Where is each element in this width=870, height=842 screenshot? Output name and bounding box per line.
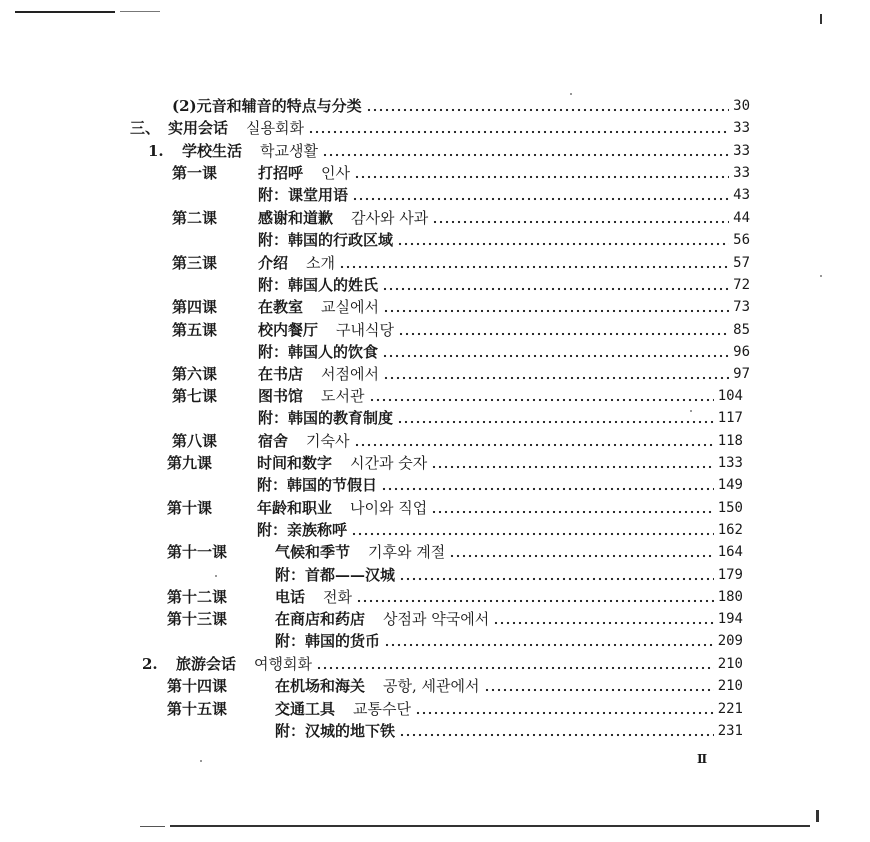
entry-title-korean: 구내식당 bbox=[336, 321, 394, 339]
leader-dots bbox=[316, 653, 714, 675]
entry-title: 附：亲族称呼 bbox=[257, 521, 348, 539]
section-number: 三、 bbox=[130, 119, 161, 137]
page-number: 44 bbox=[733, 210, 750, 226]
leader-dots bbox=[351, 519, 714, 541]
lesson-number: 第一课 bbox=[172, 164, 218, 182]
entry-title-korean: 소개 bbox=[306, 254, 335, 272]
page-number: 57 bbox=[733, 255, 750, 271]
subsection-number: 1. bbox=[148, 142, 164, 160]
page-number: 150 bbox=[717, 500, 743, 516]
scan-speck bbox=[200, 760, 202, 762]
toc-appendix[interactable] bbox=[275, 720, 743, 742]
toc-appendix[interactable] bbox=[258, 341, 750, 363]
leader-dots bbox=[354, 430, 714, 452]
leader-dots bbox=[449, 541, 713, 563]
entry-title-korean: 인사 bbox=[321, 164, 350, 182]
leader-dots bbox=[431, 497, 713, 519]
leader-dots bbox=[484, 675, 714, 697]
page-number: 210 bbox=[717, 656, 743, 672]
entry-title-korean: 서점에서 bbox=[321, 365, 379, 383]
page-number: 149 bbox=[717, 477, 743, 493]
entry-title: 附：课堂用语 bbox=[258, 186, 349, 204]
leader-dots bbox=[382, 274, 729, 296]
page-number: 179 bbox=[717, 567, 743, 583]
page-number: 33 bbox=[733, 120, 750, 136]
lesson-number: 第三课 bbox=[172, 254, 218, 272]
leader-dots bbox=[339, 252, 729, 274]
entry-title-korean: 여행회화 bbox=[254, 655, 312, 673]
page-number: 133 bbox=[717, 455, 743, 471]
entry-title: 电话 bbox=[275, 588, 306, 606]
entry-title: 附：汉城的地下铁 bbox=[275, 722, 396, 740]
leader-dots bbox=[397, 229, 729, 251]
toc-appendix[interactable] bbox=[258, 229, 750, 251]
folio-mark: Ⅱ bbox=[697, 752, 708, 766]
entry-title: 旅游会话 bbox=[176, 655, 237, 673]
leader-dots bbox=[366, 95, 730, 117]
leader-dots bbox=[369, 385, 714, 407]
lesson-number: 第五课 bbox=[172, 321, 218, 339]
entry-title: 校内餐厅 bbox=[258, 321, 319, 339]
leader-dots bbox=[397, 407, 714, 429]
page-number: 104 bbox=[717, 388, 743, 404]
page-number: 96 bbox=[733, 344, 750, 360]
lesson-number: 第十课 bbox=[167, 499, 213, 517]
toc-entry[interactable] bbox=[172, 95, 750, 117]
entry-title: 在机场和海关 bbox=[275, 677, 366, 695]
entry-title-korean: 전화 bbox=[323, 588, 352, 606]
entry-title: 附：首都——汉城 bbox=[275, 566, 396, 584]
toc-lesson[interactable] bbox=[172, 296, 750, 318]
entry-title-korean: 교실에서 bbox=[321, 298, 379, 316]
toc-appendix[interactable] bbox=[257, 519, 743, 541]
lesson-number: 第四课 bbox=[172, 298, 218, 316]
leader-dots bbox=[493, 608, 713, 630]
entry-title-korean: 기후와 계절 bbox=[368, 543, 446, 561]
entry-title: 附：韩国人的姓氏 bbox=[258, 276, 379, 294]
toc-lesson[interactable] bbox=[172, 252, 750, 274]
toc-subsection[interactable] bbox=[148, 140, 750, 162]
page-number: 85 bbox=[733, 322, 750, 338]
page-number: 180 bbox=[717, 589, 743, 605]
toc-section[interactable] bbox=[130, 117, 750, 139]
entry-title-korean: 교통수단 bbox=[353, 700, 411, 718]
page-number: 209 bbox=[717, 633, 743, 649]
leader-dots bbox=[384, 630, 714, 652]
entry-title-korean: 상점과 약국에서 bbox=[383, 610, 490, 628]
entry-title-korean: 나이와 직업 bbox=[350, 499, 428, 517]
leader-dots bbox=[398, 319, 729, 341]
toc-lesson[interactable] bbox=[172, 319, 750, 341]
leader-dots bbox=[415, 698, 714, 720]
lesson-number: 第六课 bbox=[172, 365, 218, 383]
toc-lesson[interactable] bbox=[167, 675, 743, 697]
page-number: 30 bbox=[733, 98, 750, 114]
entry-title-korean: 실용회화 bbox=[246, 119, 304, 137]
subsection-number: 2. bbox=[142, 655, 158, 673]
leader-dots bbox=[382, 341, 729, 363]
page-number: 194 bbox=[717, 611, 743, 627]
toc-lesson[interactable] bbox=[167, 452, 743, 474]
page-number: 221 bbox=[717, 701, 743, 717]
toc-appendix[interactable] bbox=[257, 474, 743, 496]
entry-title: 学校生活 bbox=[182, 142, 243, 160]
lesson-number: 第十四课 bbox=[167, 677, 228, 695]
lesson-number: 第九课 bbox=[167, 454, 213, 472]
entry-title: 打招呼 bbox=[258, 164, 304, 182]
page-number: 56 bbox=[733, 232, 750, 248]
page-number: 210 bbox=[717, 678, 743, 694]
toc-appendix[interactable] bbox=[258, 274, 750, 296]
toc-lesson[interactable] bbox=[172, 385, 743, 407]
lesson-number: 第十二课 bbox=[167, 588, 228, 606]
entry-title: 附：韩国的行政区域 bbox=[258, 231, 394, 249]
entry-title: 年龄和职业 bbox=[257, 499, 333, 517]
lesson-number: 第二课 bbox=[172, 209, 218, 227]
entry-title: (2)元音和辅音的特点与分类 bbox=[172, 97, 362, 115]
entry-title: 图书馆 bbox=[258, 387, 304, 405]
leader-dots bbox=[356, 586, 714, 608]
page-number: 33 bbox=[733, 165, 750, 181]
entry-title-korean: 기숙사 bbox=[306, 432, 350, 450]
scan-speck bbox=[215, 575, 217, 577]
page-number: 73 bbox=[733, 299, 750, 315]
leader-dots bbox=[432, 207, 729, 229]
leader-dots bbox=[322, 140, 729, 162]
entry-title: 实用会话 bbox=[168, 119, 229, 137]
lesson-number: 第十三课 bbox=[167, 610, 228, 628]
toc-appendix[interactable] bbox=[275, 630, 743, 652]
page-number: 164 bbox=[717, 544, 743, 560]
page-number: 117 bbox=[717, 410, 743, 426]
toc-lesson[interactable] bbox=[172, 162, 750, 184]
entry-title-korean: 도서관 bbox=[321, 387, 365, 405]
lesson-number: 第八课 bbox=[172, 432, 218, 450]
lesson-number: 第十五课 bbox=[167, 700, 228, 718]
lesson-number: 第十一课 bbox=[167, 543, 228, 561]
toc-lesson[interactable] bbox=[172, 430, 743, 452]
page-number: 231 bbox=[717, 723, 743, 739]
entry-title-korean: 공항, 세관에서 bbox=[383, 677, 480, 695]
entry-title: 附：韩国的节假日 bbox=[257, 476, 378, 494]
scan-speck bbox=[690, 410, 692, 412]
toc-lesson[interactable] bbox=[167, 608, 743, 630]
toc-subsection[interactable] bbox=[142, 653, 743, 675]
entry-title: 在书店 bbox=[258, 365, 304, 383]
toc-lesson[interactable] bbox=[167, 497, 743, 519]
leader-dots bbox=[354, 162, 729, 184]
entry-title: 介绍 bbox=[258, 254, 289, 272]
toc-lesson[interactable] bbox=[167, 541, 743, 563]
scan-speck bbox=[570, 93, 572, 95]
toc-appendix[interactable] bbox=[258, 184, 750, 206]
toc-lesson[interactable] bbox=[172, 363, 750, 385]
leader-dots bbox=[399, 720, 714, 742]
page-number: 33 bbox=[733, 143, 750, 159]
entry-title: 在教室 bbox=[258, 298, 304, 316]
toc-appendix[interactable] bbox=[258, 407, 743, 429]
page-number: 162 bbox=[717, 522, 743, 538]
entry-title-korean: 시간과 숫자 bbox=[350, 454, 428, 472]
lesson-number: 第七课 bbox=[172, 387, 218, 405]
entry-title: 附：韩国的教育制度 bbox=[258, 409, 394, 427]
leader-dots bbox=[308, 117, 729, 139]
entry-title: 交通工具 bbox=[275, 700, 336, 718]
entry-title: 附：韩国的货币 bbox=[275, 632, 381, 650]
page-number: 72 bbox=[733, 277, 750, 293]
leader-dots bbox=[381, 474, 714, 496]
entry-title: 时间和数字 bbox=[257, 454, 333, 472]
toc-lesson[interactable] bbox=[167, 586, 743, 608]
entry-title: 感谢和道歉 bbox=[258, 209, 334, 227]
page-number: 43 bbox=[733, 187, 750, 203]
leader-dots bbox=[399, 564, 714, 586]
entry-title-korean: 학교생활 bbox=[260, 142, 318, 160]
leader-dots bbox=[383, 296, 729, 318]
entry-title: 气候和季节 bbox=[275, 543, 351, 561]
leader-dots bbox=[352, 184, 729, 206]
entry-title-korean: 감사와 사과 bbox=[351, 209, 429, 227]
scan-speck bbox=[820, 275, 822, 277]
toc-appendix[interactable] bbox=[275, 564, 743, 586]
leader-dots bbox=[383, 363, 729, 385]
page-number: 97 bbox=[733, 366, 750, 382]
toc-lesson[interactable] bbox=[167, 698, 743, 720]
entry-title: 宿舍 bbox=[258, 432, 289, 450]
leader-dots bbox=[431, 452, 713, 474]
page-number: 118 bbox=[717, 433, 743, 449]
toc-lesson[interactable] bbox=[172, 207, 750, 229]
entry-title: 附：韩国人的饮食 bbox=[258, 343, 379, 361]
entry-title: 在商店和药店 bbox=[275, 610, 366, 628]
